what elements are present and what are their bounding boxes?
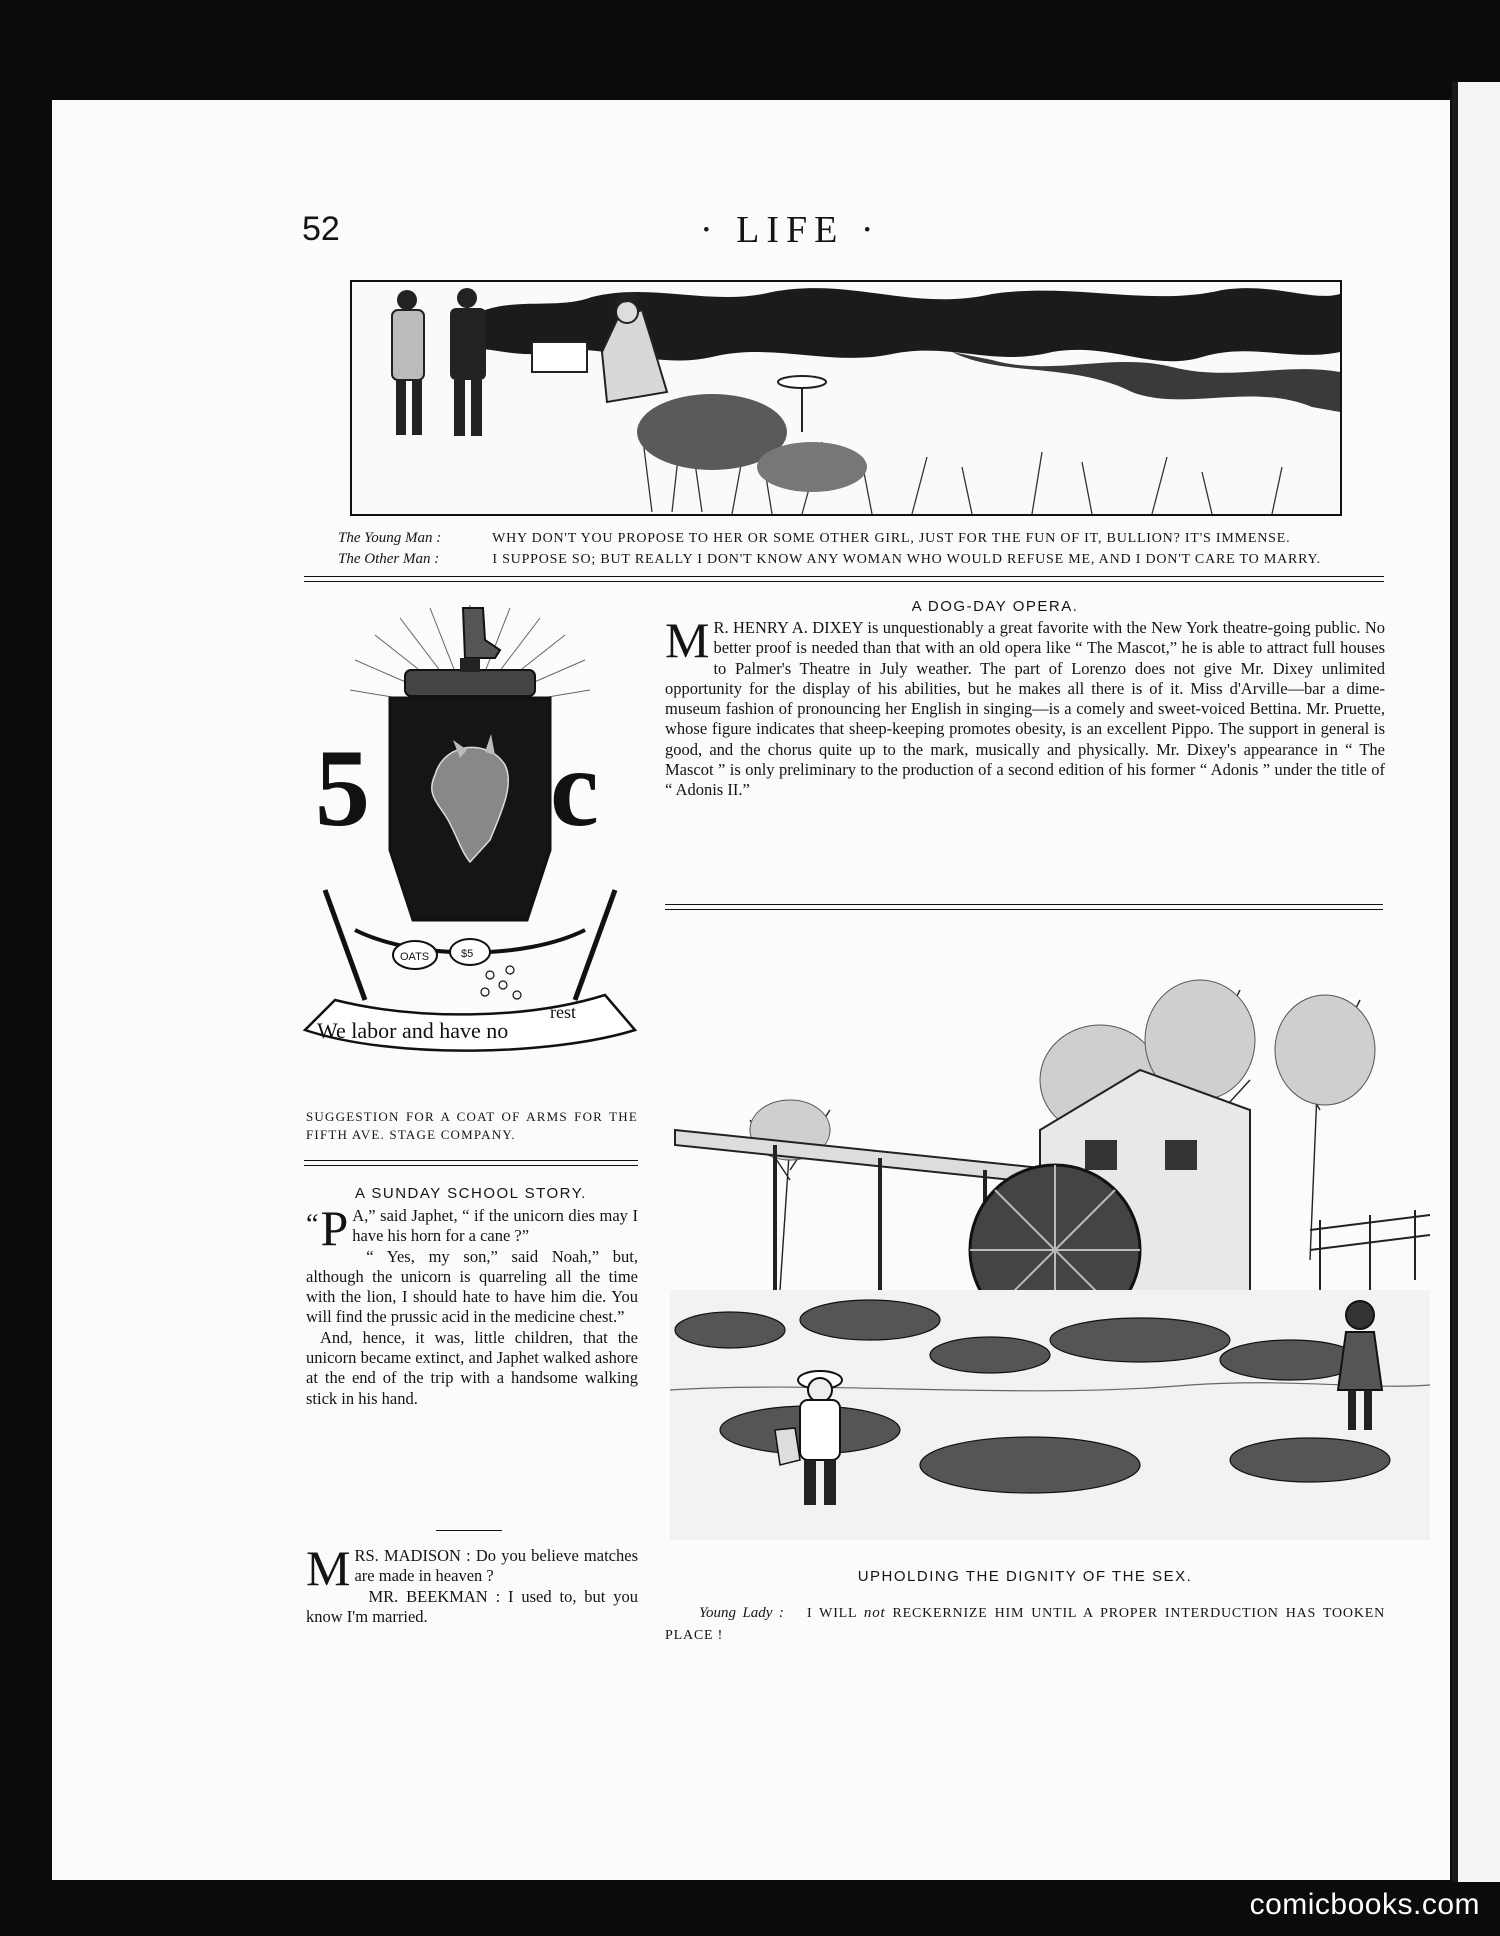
article-paragraph: R. HENRY A. DIXEY is unquestionably a great favorite with the New York theatre-going public. No better proof is needed than that with an old opera like “ The Mascot,” he is able to attract full houses to Palmer's Theatre in July weather. The part of Lorenzo does not give Mr. Dixey unlimited opportunity for the display of his abilities, but he makes all there is of it. Miss d'Arville—bar a dime-museum fashion of pronouncing her English in singing—is a comely and sweet-voiced Bettina. Mr. Pruette, whose figure indicates that sheep-keeping promotes obesity, is an excellent Pippo. The support in general is good, and the chorus quite up to the mark, musically and physically. Mr. Dixey's appearance in “ The Mascot ” is only preliminary to the production of a second edition of his former “ Adonis ” under the title of “ Adonis II.” <box>665 618 1385 800</box>
caption-text: RECKERNIZE HIM UNTIL A PROPER INTERDUCTION HAS TOOKEN PLACE ! <box>665 1606 1385 1643</box>
coat-caption-rule <box>304 1160 638 1166</box>
open-quote: “ <box>306 1209 319 1240</box>
mill-cartoon-headline: UPHOLDING THE DIGNITY OF THE SEX. <box>857 1568 1193 1585</box>
coat-numeral-right: c <box>550 727 599 849</box>
coat-of-arms-illustration <box>295 600 645 1080</box>
mill-cartoon-illustration <box>670 960 1430 1540</box>
opera-article-rule <box>665 904 1383 910</box>
dog-day-opera-headline: A DOG-DAY OPERA. <box>911 598 1079 615</box>
dog-day-opera-article <box>665 612 1385 801</box>
masthead-title: · LIFE · <box>700 209 881 251</box>
bag-label-left: OATS <box>400 951 430 963</box>
story-paragraph-2: “ Yes, my son,” said Noah,” but, although the unicorn is quarreling all the time with the lion, I should hate to have him die. You will find the prussic acid in the medicine chest.” <box>306 1246 638 1327</box>
caption-emphasis: not <box>863 1605 886 1621</box>
madison-joke <box>306 1540 638 1627</box>
short-divider <box>436 1530 502 1531</box>
coat-numeral-left: 5 <box>315 727 370 849</box>
story-paragraph-3: And, hence, it was, little children, that the unicorn became extinct, and Japhet walked ashore at the end of the trip with a handsome walking stick in his hand. <box>306 1327 638 1408</box>
site-watermark: comicbooks.com <box>1249 1888 1480 1921</box>
top-cartoon-illustration <box>350 280 1342 516</box>
beekman-line: MR. BEEKMAN : I used to, but you know I'm married. <box>306 1586 638 1626</box>
coat-motto-insert: rest <box>550 1002 576 1022</box>
dropcap-m-madison: M <box>306 1540 351 1596</box>
caption-rule <box>304 576 1384 582</box>
dropcap-m: M <box>665 612 710 668</box>
dialogue-text: WHY DON'T YOU PROPOSE TO HER OR SOME OTHER GIRL, JUST FOR THE FUN OF IT, BULLION? IT'S IMMENSE. <box>492 531 1291 546</box>
madison-line: RS. MADISON : Do you believe matches are made in heaven ? <box>354 1546 638 1586</box>
dropcap-p: P <box>320 1200 349 1256</box>
sunday-school-story <box>306 1200 638 1409</box>
caption-text: I WILL <box>806 1606 857 1621</box>
dialogue-text: I SUPPOSE SO; BUT REALLY I DON'T KNOW ANY WOMAN WHO WOULD REFUSE ME, AND I DON'T CARE TO MARRY. <box>492 552 1321 567</box>
speaker-label: Young Lady : <box>699 1605 784 1621</box>
other-man-caption <box>338 551 1321 568</box>
speaker-label: The Other Man : <box>338 551 440 567</box>
coat-of-arms-caption: SUGGESTION FOR A COAT OF ARMS FOR THE FIFTH AVE. STAGE COMPANY. <box>306 1109 638 1142</box>
young-man-caption <box>338 530 1290 547</box>
bag-label-right: $5 <box>461 948 474 960</box>
page-number: 52 <box>302 210 340 248</box>
speaker-label: The Young Man : <box>338 530 442 546</box>
story-paragraph-1: A,” said Japhet, “ if the unicorn dies may I have his horn for a cane ?” <box>352 1206 638 1246</box>
coat-motto: We labor and have no <box>317 1018 509 1043</box>
mill-cartoon-caption <box>665 1602 1385 1647</box>
next-page-edge <box>1452 82 1500 1882</box>
sunday-school-headline: A SUNDAY SCHOOL STORY. <box>355 1185 587 1202</box>
